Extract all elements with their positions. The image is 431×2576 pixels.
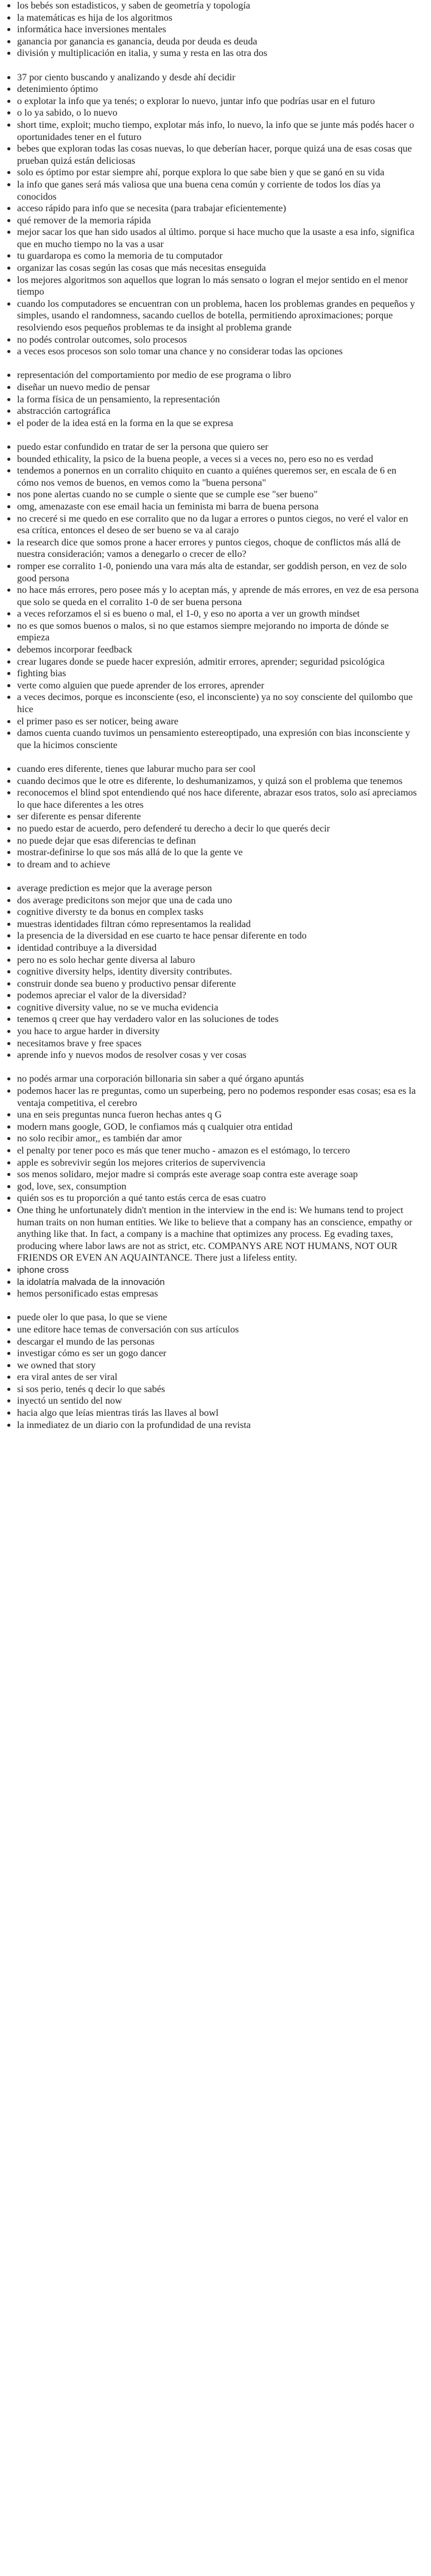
note-item: mostrar-definirse lo que sos más allá de lo que la gente ve [4, 847, 420, 859]
note-item: mejor sacar los que han sido usados al último. porque si hace mucho que la usaste a esa info, significa que en mucho tiempo no la vas a usar [4, 226, 420, 250]
note-item: la inmediatez de un diario con la profundidad de una revista [4, 1419, 420, 1432]
note-item: omg, amenazaste con ese email hacia un feminista mi barra de buena persona [4, 501, 420, 513]
note-item: fighting bias [4, 668, 420, 680]
blank-list-item [4, 751, 420, 763]
note-item: identidad contribuye a la diversidad [4, 942, 420, 954]
note-item: podemos apreciar el valor de la diversidad? [4, 990, 420, 1002]
note-item: necesitamos brave y free spaces [4, 1038, 420, 1050]
note-item: average prediction es mejor que la average person [4, 883, 420, 895]
note-item: abstracción cartográfica [4, 405, 420, 418]
note-item: no podés armar una corporación billonaria sin saber a qué órgano apuntás [4, 1073, 420, 1085]
note-item: la presencia de la diversidad en ese cuarto te hace pensar diferente en todo [4, 930, 420, 942]
note-item: la info que ganes será más valiosa que una buena cena común y corriente de todos los días ya conocidos [4, 179, 420, 203]
note-item: a veces decimos, porque es inconsciente (eso, el inconsciente) ya no soy consciente del quilombo que hice [4, 691, 420, 715]
note-item: no solo recibir amor,, es también dar amor [4, 1133, 420, 1145]
note-item: representación del comportamiento por medio de ese programa o libro [4, 369, 420, 382]
note-item: pero no es solo hechar gente diversa al laburo [4, 954, 420, 967]
note-item: el poder de la idea está en la forma en la que se expresa [4, 418, 420, 430]
note-item: construir donde sea bueno y productivo pensar diferente [4, 978, 420, 990]
note-item: crear lugares donde se puede hacer expresión, admitir errores, aprender; seguridad psicológica [4, 656, 420, 668]
note-item: cuando los computadores se encuentran con un problema, hacen los problemas grandes en pequeños y simples, usando el randomness, sacando cuellos de botella, permitiendo aproximaciones; porque resolviendo esos pequeños problemas te da insight al problema grande [4, 298, 420, 334]
note-item: romper ese corralito 1-0, poniendo una vara más alta de estandar, ser goddish person, en vez de solo good persona [4, 561, 420, 584]
note-item: la matemáticas es hija de los algoritmos [4, 12, 420, 24]
note-item: hemos personificado estas empresas [4, 1288, 420, 1300]
note-item: apple es sobrevivir según los mejores criterios de supervivencia [4, 1157, 420, 1169]
note-item: cognitive diversity value, no se ve mucha evidencia [4, 1002, 420, 1014]
note-item: era viral antes de ser viral [4, 1371, 420, 1384]
note-item: los mejores algoritmos son aquellos que logran lo más sensato o logran el mejor sentido en el menor tiempo [4, 275, 420, 298]
note-item: inyectó un sentido del now [4, 1395, 420, 1407]
note-item: podemos hacer las re preguntas, como un superbeing, pero no podemos responder esas cosas; esa es la ventaja competitiva, el cerebro [4, 1085, 420, 1109]
note-item: bounded ethicality, la psico de la buena people, a veces si a veces no, pero eso no es verdad [4, 453, 420, 466]
note-item: god, love, sex, consumption [4, 1181, 420, 1193]
blank-list-item [4, 870, 420, 883]
note-item: you hace to argue harder in diversity [4, 1026, 420, 1038]
note-item: ganancia por ganancia es ganancia, deuda por deuda es deuda [4, 36, 420, 48]
note-item: 37 por ciento buscando y analizando y desde ahí decidir [4, 72, 420, 84]
note-item: una en seis preguntas nunca fueron hechas antes q G [4, 1109, 420, 1121]
note-item: cognitive diversty te da bonus en complex tasks [4, 906, 420, 919]
blank-list-item [4, 358, 420, 370]
blank-list-item [4, 1062, 420, 1074]
note-item: organizar las cosas según las cosas que más necesitas enseguida [4, 262, 420, 275]
note-item: we owned that story [4, 1360, 420, 1372]
note-item: nos pone alertas cuando no se cumple o siente que se cumple ese "ser bueno" [4, 489, 420, 501]
note-item: bebes que exploran todas las cosas nuevas, lo que deberían hacer, porque quizá una de esas cosas que prueban quizá están deliciosas [4, 143, 420, 167]
note-item: la research dice que somos prone a hacer errores y puntos ciegos, choque de conflictos más allá de nuestra consideración; vamos a denegarlo o crecer de ello? [4, 537, 420, 561]
note-item: tendemos a ponernos en un corralito chiquito en cuanto a quiénes queremos ser, en escala de 6 en cómo nos vemos de buenos, en vemos como la "buena persona" [4, 465, 420, 489]
note-item: o explotar la info que ya tenés; o explorar lo nuevo, juntar info que podrías usar en el futuro [4, 96, 420, 108]
note-item: verte como alguien que puede aprender de los errores, aprender [4, 680, 420, 692]
note-item: informática hace inversiones mentales [4, 24, 420, 36]
note-item: dos average predicitons son mejor que una de cada uno [4, 895, 420, 907]
note-item: detenimiento óptimo [4, 83, 420, 96]
note-item: los bebés son estadisticos, y saben de geometría y topología [4, 0, 420, 12]
note-item: sos menos solidaro, mejor madre si comprás este average soap contra este average soap [4, 1169, 420, 1181]
note-item: a veces reforzamos el si es bueno o mal, el 1-0, y eso no aporta a ver un growth mindset [4, 608, 420, 620]
note-item: a veces esos procesos son solo tomar una chance y no considerar todas las opciones [4, 346, 420, 358]
note-item: no es que somos buenos o malos, si no que estamos siempre mejorando no importa de dónde se empieza [4, 620, 420, 644]
note-item: si sos perio, tenés q decir lo que sabés [4, 1384, 420, 1396]
note-item: debemos incorporar feedback [4, 644, 420, 656]
note-item: muestras identidades filtran cómo representamos la realidad [4, 919, 420, 931]
note-item: qué remover de la memoria rápida [4, 215, 420, 227]
note-item: no podés controlar outcomes, solo procesos [4, 334, 420, 346]
note-item: reconocemos el blind spot entendiendo qué nos hace diferente, abrazar esos tratos, solo así apreciamos lo que hace diferentes a les otres [4, 787, 420, 811]
note-item: no puedo estar de acuerdo, pero defenderé tu derecho a decir lo que querés decir [4, 823, 420, 835]
note-item: hacia algo que leías mientras tirás las llaves al bowl [4, 1407, 420, 1419]
note-item: diseñar un nuevo medio de pensar [4, 382, 420, 394]
note-item: o lo ya sabido, o lo nuevo [4, 107, 420, 119]
note-item: no puede dejar que esas diferencias te definan [4, 835, 420, 847]
note-item: no hace más errores, pero posee más y lo aceptan más, y aprende de más errores, en vez de esa persona que solo se queda en el corralito 1-0 de ser buena persona [4, 584, 420, 608]
note-item: la idolatría malvada de la innovación [4, 1276, 420, 1289]
note-item: solo es óptimo por estar siempre ahí, porque explora lo que sabe bien y que se ganó en su vida [4, 167, 420, 179]
note-item: iphone cross [4, 1264, 420, 1276]
note-item: une editore hace temas de conversación con sus artículos [4, 1324, 420, 1336]
blank-list-item [4, 429, 420, 441]
note-item: cuando eres diferente, tienes que laburar mucho para ser cool [4, 763, 420, 775]
note-item: quién sos es tu proporción a qué tanto estás cerca de esas cuatro [4, 1192, 420, 1205]
note-item: aprende info y nuevos modos de resolver cosas y ver cosas [4, 1049, 420, 1062]
note-item: el primer paso es ser noticer, being aware [4, 716, 420, 728]
note-item: la forma física de un pensamiento, la representación [4, 394, 420, 406]
note-item: to dream and to achieve [4, 859, 420, 871]
note-item: damos cuenta cuando tuvimos un pensamiento estereoptipado, una expresión con bias inconsciente y que la hicimos consciente [4, 727, 420, 751]
note-item: investigar cómo es ser un gogo dancer [4, 1348, 420, 1360]
note-item: tu guardaropa es como la memoria de tu computador [4, 250, 420, 262]
note-item: tenemos q creer que hay verdadero valor en las soluciones de todes [4, 1013, 420, 1026]
note-item: ser diferente es pensar diferente [4, 811, 420, 823]
note-item: cuando decimos que le otre es diferente, lo deshumanizamos, y quizá son el problema que tenemos [4, 775, 420, 788]
blank-list-item [4, 60, 420, 72]
note-item: no creceré si me quedo en ese corralito que no da lugar a errores o puntos ciegos, no veré el valor en esa crítica, entonces el deseo de ser bueno se va al carajo [4, 513, 420, 537]
note-item: acceso rápido para info que se necesita (para trabajar eficientemente) [4, 203, 420, 215]
note-item: puedo estar confundido en tratar de ser la persona que quiero ser [4, 441, 420, 453]
note-item: el penalty por tener poco es más que tener mucho - amazon es el estómago, lo tercero [4, 1145, 420, 1157]
blank-list-item [4, 1300, 420, 1312]
note-item: modern mans google, GOD, le confiamos más q cualquier otra entidad [4, 1121, 420, 1133]
note-item: cognitive diversity helps, identity diversity contributes. [4, 966, 420, 978]
note-item: división y multiplicación en italia, y suma y resta en las otra dos [4, 47, 420, 60]
note-item: puede oler lo que pasa, lo que se viene [4, 1312, 420, 1324]
note-item: short time, exploit; mucho tiempo, explotar más info, lo nuevo, la info que se junte más podés hacer o oportunidades tener en el futuro [4, 119, 420, 143]
note-item: descargar el mundo de las personas [4, 1336, 420, 1348]
note-item: One thing he unfortunately didn't mention in the interview in the end is: We humans tend to project human traits on non human entities. We like to believe that a company has an conscience, empathy or anything like that. In fact, a company is a machine that optimizes any process. Eg evading taxes, producing where labor laws are not as strict, etc. COMPANYS ARE NOT HUMANS, NOT OUR FRIENDS OR EVEN AN AQUAINTANCE. There just a lifeless entity. [4, 1205, 420, 1264]
notes-list [4, 0, 420, 1431]
